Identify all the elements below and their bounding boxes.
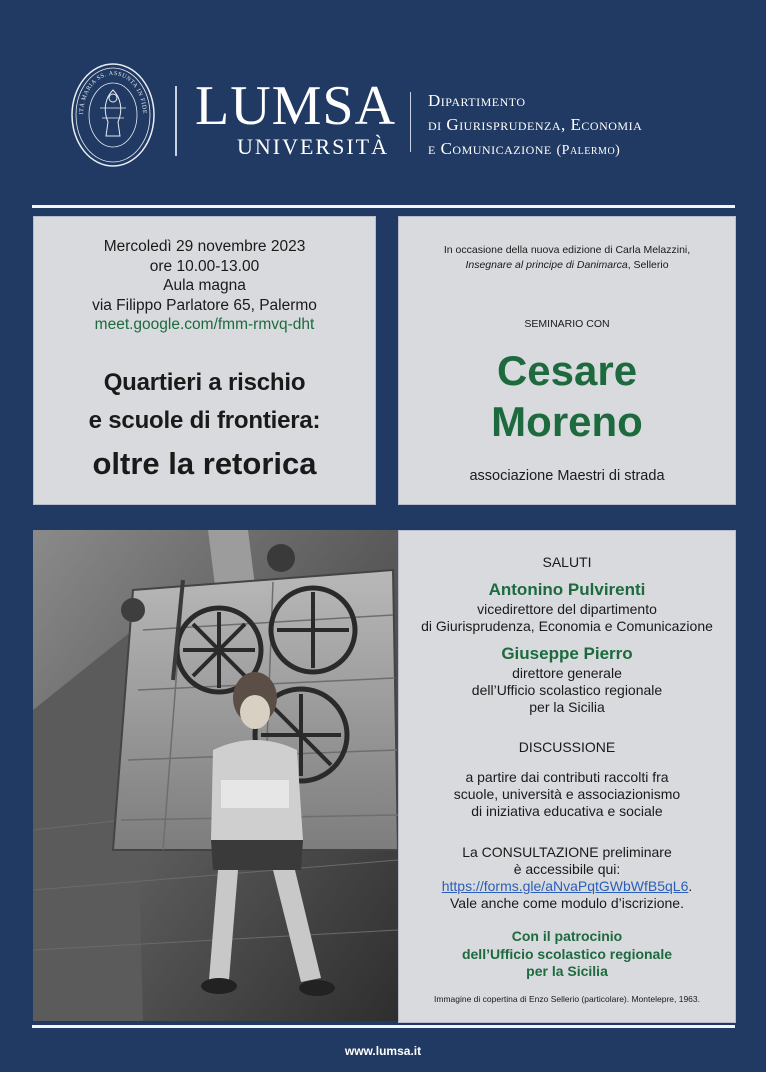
cover-photo <box>33 530 398 1021</box>
person1-name: Antonino Pulvirenti <box>488 580 646 599</box>
person2-name: Giuseppe Pierro <box>501 644 633 663</box>
website-link[interactable]: www.lumsa.it <box>344 1044 422 1058</box>
event-room: Aula magna <box>163 277 246 294</box>
department-line-2: di Giurisprudenza, Economia <box>428 115 643 134</box>
person2-role <box>399 665 735 716</box>
speaker-association: associazione Maestri di strada <box>469 468 665 484</box>
seal-text: ITÀ MARIA SS. ASSUNTA IN FIDE <box>78 70 148 115</box>
department-line-1: Dipartimento <box>428 91 526 110</box>
seminar-label: SEMINARIO CON <box>524 318 610 330</box>
department-name <box>428 89 642 163</box>
book-title: Insegnare al principe di Danimarca <box>465 259 628 271</box>
person2-role-line-3: per la Sicilia <box>529 699 605 715</box>
department-line-3 <box>428 137 642 163</box>
consultation-link-row <box>399 878 735 895</box>
occasion-text <box>399 243 735 273</box>
consultation-text <box>399 844 735 912</box>
logo-wordmark: LUMSA <box>194 75 397 137</box>
event-address: via Filippo Parlatore 65, Palermo <box>92 296 317 314</box>
person1-role-line-2: di Giurisprudenza, Economia e Comunicazione <box>421 618 713 634</box>
bottom-rule <box>32 1025 735 1028</box>
program-panel <box>398 530 736 1023</box>
speaker-name <box>399 345 735 447</box>
event-time: ore 10.00-13.00 <box>149 257 260 275</box>
person2-role-line-2: dell’Ufficio scolastico regionale <box>471 682 663 698</box>
speaker-first-name: Cesare <box>496 347 638 394</box>
image-credit: Immagine di copertina di Enzo Sellerio (particolare). Montelepre, 1963. <box>434 994 700 1004</box>
logo-subtitle: UNIVERSITÀ <box>237 134 389 159</box>
publisher: , Sellerio <box>627 259 669 271</box>
occasion-line-2 <box>399 258 735 273</box>
patronage-line-2: dell’Ufficio scolastico regionale <box>461 945 673 962</box>
greetings-label: SALUTI <box>542 554 592 570</box>
event-details <box>34 237 375 335</box>
person1-role <box>399 601 735 635</box>
patronage-line-1: Con il patrocinio <box>511 928 623 944</box>
person1-role-line-1: vicedirettore del dipartimento <box>477 601 657 617</box>
top-rule <box>32 205 735 208</box>
meet-link[interactable]: meet.google.com/fmm-rmvq-dht <box>94 316 315 333</box>
event-date: Mercoledì 29 novembre 2023 <box>103 238 306 255</box>
discussion-label: DISCUSSIONE <box>518 739 616 755</box>
discussion-text <box>399 769 735 820</box>
event-title-line-3: oltre la retorica <box>92 446 317 481</box>
consultation-line-1: La CONSULTAZIONE preliminare <box>462 844 672 860</box>
event-title <box>34 364 375 440</box>
event-title-line-1: Quartieri a rischio <box>103 369 306 396</box>
patronage-text <box>399 928 735 981</box>
patronage-line-3: per la Sicilia <box>526 963 608 979</box>
university-seal-icon <box>70 62 156 168</box>
speaker-last-name: Moreno <box>491 398 643 445</box>
occasion-line-1: In occasione della nuova edizione di Carla Melazzini, <box>443 244 691 256</box>
department-line-3-text: e Comunicazione <box>428 139 552 158</box>
discussion-line-1: a partire dai contributi raccolti fra <box>465 769 669 785</box>
event-info-panel <box>33 216 376 505</box>
person2-role-line-1: direttore generale <box>512 665 622 681</box>
consultation-link-suffix: . <box>688 878 693 894</box>
header-divider <box>175 86 177 156</box>
event-title-line-2: e scuole di frontiera: <box>88 407 321 434</box>
header-divider-2 <box>410 92 411 152</box>
svg-text:LIBERA UNIVERSITÀ MARIA SS. AS <box>70 62 147 115</box>
discussion-line-3: di iniziativa educativa e sociale <box>471 803 663 819</box>
consultation-line-3: Vale anche come modulo d’iscrizione. <box>450 895 684 911</box>
discussion-line-2: scuole, università e associazionismo <box>453 786 681 802</box>
speaker-panel <box>398 216 736 505</box>
consultation-link[interactable]: https://forms.gle/aNvaPqtGWbWfB5qL6 <box>441 878 689 894</box>
consultation-line-2: è accessibile qui: <box>513 861 621 877</box>
department-city: (Palermo) <box>556 143 621 158</box>
